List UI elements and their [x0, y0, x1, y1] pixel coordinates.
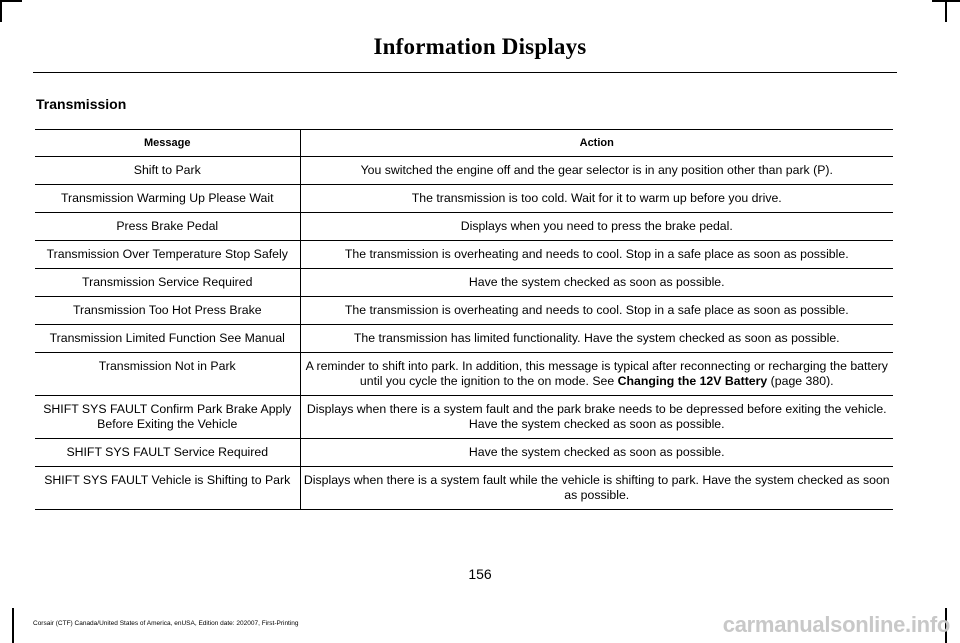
table-row [35, 185, 893, 213]
action-cell: The transmission is too cold. Wait for it to warm up before you drive. [300, 185, 893, 213]
action-cell: Displays when there is a system fault and the park brake needs to be depressed before exiting the vehicle. Have the system checked as soon as possible. [300, 396, 893, 439]
table-row [35, 467, 893, 510]
message-cell: SHIFT SYS FAULT Service Required [35, 439, 300, 467]
action-cell: Displays when you need to press the brake pedal. [300, 213, 893, 241]
action-cell: The transmission is overheating and needs to cool. Stop in a safe place as soon as possible. [300, 297, 893, 325]
crop-mark [932, 0, 960, 2]
crop-mark [945, 0, 947, 22]
table-row [35, 157, 893, 185]
table-row [35, 396, 893, 439]
page-title: Information Displays [373, 34, 587, 59]
table-row [35, 325, 893, 353]
action-cell: The transmission is overheating and needs to cool. Stop in a safe place as soon as possible. [300, 241, 893, 269]
section-heading: Transmission [36, 96, 127, 112]
watermark: carmanualsonline.info [722, 612, 950, 637]
column-header-action: Action [300, 130, 893, 157]
message-cell: Transmission Over Temperature Stop Safely [35, 241, 300, 269]
crop-mark [0, 0, 22, 2]
page-number: 156 [468, 566, 492, 582]
message-cell: Press Brake Pedal [35, 213, 300, 241]
action-cell: The transmission has limited functionality. Have the system checked as soon as possible. [300, 325, 893, 353]
page-reference: (page 380). [767, 374, 834, 388]
crop-mark [0, 0, 2, 22]
crop-mark [12, 608, 14, 643]
action-text: A reminder to shift into park. In addition, this message is typical after reconnecting or recharging the battery until you cycle the ignition to the on mode. See [305, 359, 888, 388]
action-cell: Displays when there is a system fault while the vehicle is shifting to park. Have the system checked as soon as possible. [300, 467, 893, 510]
table-header-row [35, 130, 893, 157]
column-header-message: Message [35, 130, 300, 157]
cross-reference-link[interactable]: Changing the 12V Battery [617, 374, 768, 388]
table-row [35, 353, 893, 396]
action-cell: Have the system checked as soon as possible. [300, 269, 893, 297]
message-cell: Transmission Service Required [35, 269, 300, 297]
message-cell: Transmission Too Hot Press Brake [35, 297, 300, 325]
action-cell: Have the system checked as soon as possible. [300, 439, 893, 467]
table-row [35, 439, 893, 467]
action-cell: You switched the engine off and the gear selector is in any position other than park (P). [300, 157, 893, 185]
table-row [35, 241, 893, 269]
message-cell: Transmission Limited Function See Manual [35, 325, 300, 353]
message-cell: Shift to Park [35, 157, 300, 185]
table-row [35, 297, 893, 325]
message-cell: Transmission Not in Park [35, 353, 300, 396]
footer-edition-info: Corsair (CTF) Canada/United States of America, enUSA, Edition date: 202007, First-Printing [33, 620, 299, 627]
message-cell: SHIFT SYS FAULT Vehicle is Shifting to Park [35, 467, 300, 510]
header-divider [33, 72, 897, 73]
table-row [35, 213, 893, 241]
message-cell: Transmission Warming Up Please Wait [35, 185, 300, 213]
message-cell: SHIFT SYS FAULT Confirm Park Brake Apply Before Exiting the Vehicle [35, 396, 300, 439]
action-cell [300, 353, 893, 396]
table-row [35, 269, 893, 297]
transmission-messages-table [35, 129, 893, 510]
